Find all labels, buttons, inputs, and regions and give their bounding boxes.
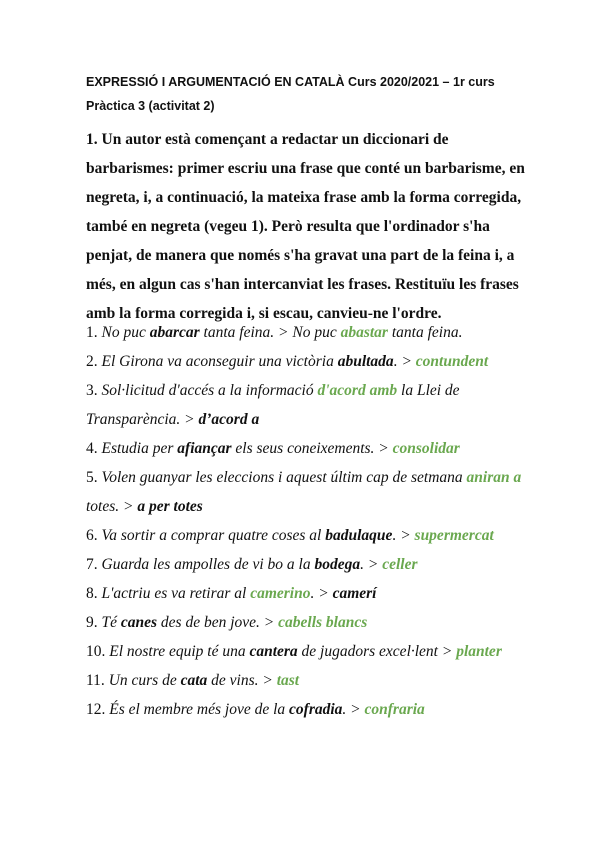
corrected-term: camerino	[250, 585, 311, 602]
item-text: Estudia per	[97, 440, 178, 457]
barbarism-term: cofradia	[289, 701, 343, 718]
list-item	[86, 521, 536, 550]
item-number: 12.	[86, 701, 106, 718]
practice-title: Pràctica 3 (activitat 2)	[86, 99, 215, 113]
corrected-term: confraria	[364, 701, 425, 718]
list-item	[86, 318, 536, 347]
list-item	[86, 376, 536, 434]
item-text: des de ben jove. >	[157, 614, 279, 631]
item-text: . >	[310, 585, 333, 602]
list-item	[86, 463, 536, 521]
list-item	[86, 637, 536, 666]
barbarism-term: a per totes	[137, 498, 203, 515]
corrected-term: cabells blancs	[278, 614, 368, 631]
item-text: . >	[342, 701, 365, 718]
list-item	[86, 550, 536, 579]
barbarism-term: afiançar	[177, 440, 232, 457]
list-item	[86, 695, 536, 724]
barbarism-term: bodega	[314, 556, 361, 573]
corrected-term: celler	[382, 556, 418, 573]
corrected-term: d'acord amb	[317, 382, 398, 399]
item-number: 5.	[86, 469, 98, 486]
item-text: És el membre més jove de la	[105, 701, 290, 718]
item-text: Té	[97, 614, 121, 631]
item-number: 10.	[86, 643, 106, 660]
corrected-term: abastar	[340, 324, 388, 341]
corrected-term: planter	[456, 643, 502, 660]
barbarism-term: cantera	[249, 643, 298, 660]
item-number: 9.	[86, 614, 98, 631]
item-text: Sol·licitud d'accés a la informació	[97, 382, 318, 399]
item-text: de jugadors excel·lent >	[297, 643, 457, 660]
item-text: Va sortir a comprar quatre coses al	[97, 527, 326, 544]
item-text: El nostre equip té una	[105, 643, 250, 660]
barbarism-term: abarcar	[149, 324, 200, 341]
item-text: la Llei de Transparència. >	[86, 382, 460, 428]
corrected-term: aniran a	[466, 469, 522, 486]
item-text: . >	[360, 556, 383, 573]
item-text: No puc	[97, 324, 150, 341]
item-text: Un curs de	[104, 672, 181, 689]
corrected-term: consolidar	[392, 440, 460, 457]
item-number: 1.	[86, 324, 98, 341]
barbarism-term: canes	[120, 614, 158, 631]
barbarism-term: abultada	[337, 353, 394, 370]
list-item	[86, 347, 536, 376]
item-text: tanta feina. > No puc	[199, 324, 341, 341]
list-item	[86, 579, 536, 608]
exercise-instructions: 1. Un autor està començant a redactar un diccionari de barbarismes: primer escriu una frase que conté un barbarisme, en negreta, i, a continuació, la mateixa frase amb la forma corregida, també en negreta (vegeu 1). Però resulta que l'ordinador s'ha penjat, de manera que només s'ha gravat una part de la feina i, a més, en algun cas s'han intercanviat les frases. Restituïu les frases amb la forma corregida i, si escau, canvieu-ne l'ordre.	[86, 131, 525, 322]
list-item	[86, 434, 536, 463]
item-number: 2.	[86, 353, 98, 370]
list-item	[86, 608, 536, 637]
item-text: Guarda les ampolles de vi bo a la	[97, 556, 315, 573]
item-text: totes. >	[86, 498, 138, 515]
course-title: EXPRESSIÓ I ARGUMENTACIÓ EN CATALÀ Curs 2020/2021 – 1r curs	[86, 75, 495, 89]
barbarism-term: cata	[180, 672, 208, 689]
document-header	[86, 70, 566, 118]
item-number: 4.	[86, 440, 98, 457]
item-text: els seus coneixements. >	[231, 440, 393, 457]
item-text: tanta feina.	[387, 324, 463, 341]
item-number: 11.	[86, 672, 105, 689]
item-text: . >	[393, 353, 416, 370]
item-number: 8.	[86, 585, 98, 602]
barbarism-term: camerí	[332, 585, 377, 602]
barbarism-term: badulaque	[325, 527, 393, 544]
item-number: 6.	[86, 527, 98, 544]
corrected-term: contundent	[415, 353, 489, 370]
corrected-term: tast	[276, 672, 300, 689]
corrected-term: supermercat	[414, 527, 494, 544]
barbarism-term: d’acord a	[198, 411, 260, 428]
item-text: Volen guanyar les eleccions i aquest últim cap de setmana	[97, 469, 467, 486]
list-item	[86, 666, 536, 695]
item-number: 7.	[86, 556, 98, 573]
item-text: El Girona va aconseguir una victòria	[97, 353, 338, 370]
item-text: . >	[392, 527, 415, 544]
item-number: 3.	[86, 382, 98, 399]
item-text: de vins. >	[207, 672, 277, 689]
item-text: L'actriu es va retirar al	[97, 585, 251, 602]
sentence-list	[86, 318, 536, 724]
